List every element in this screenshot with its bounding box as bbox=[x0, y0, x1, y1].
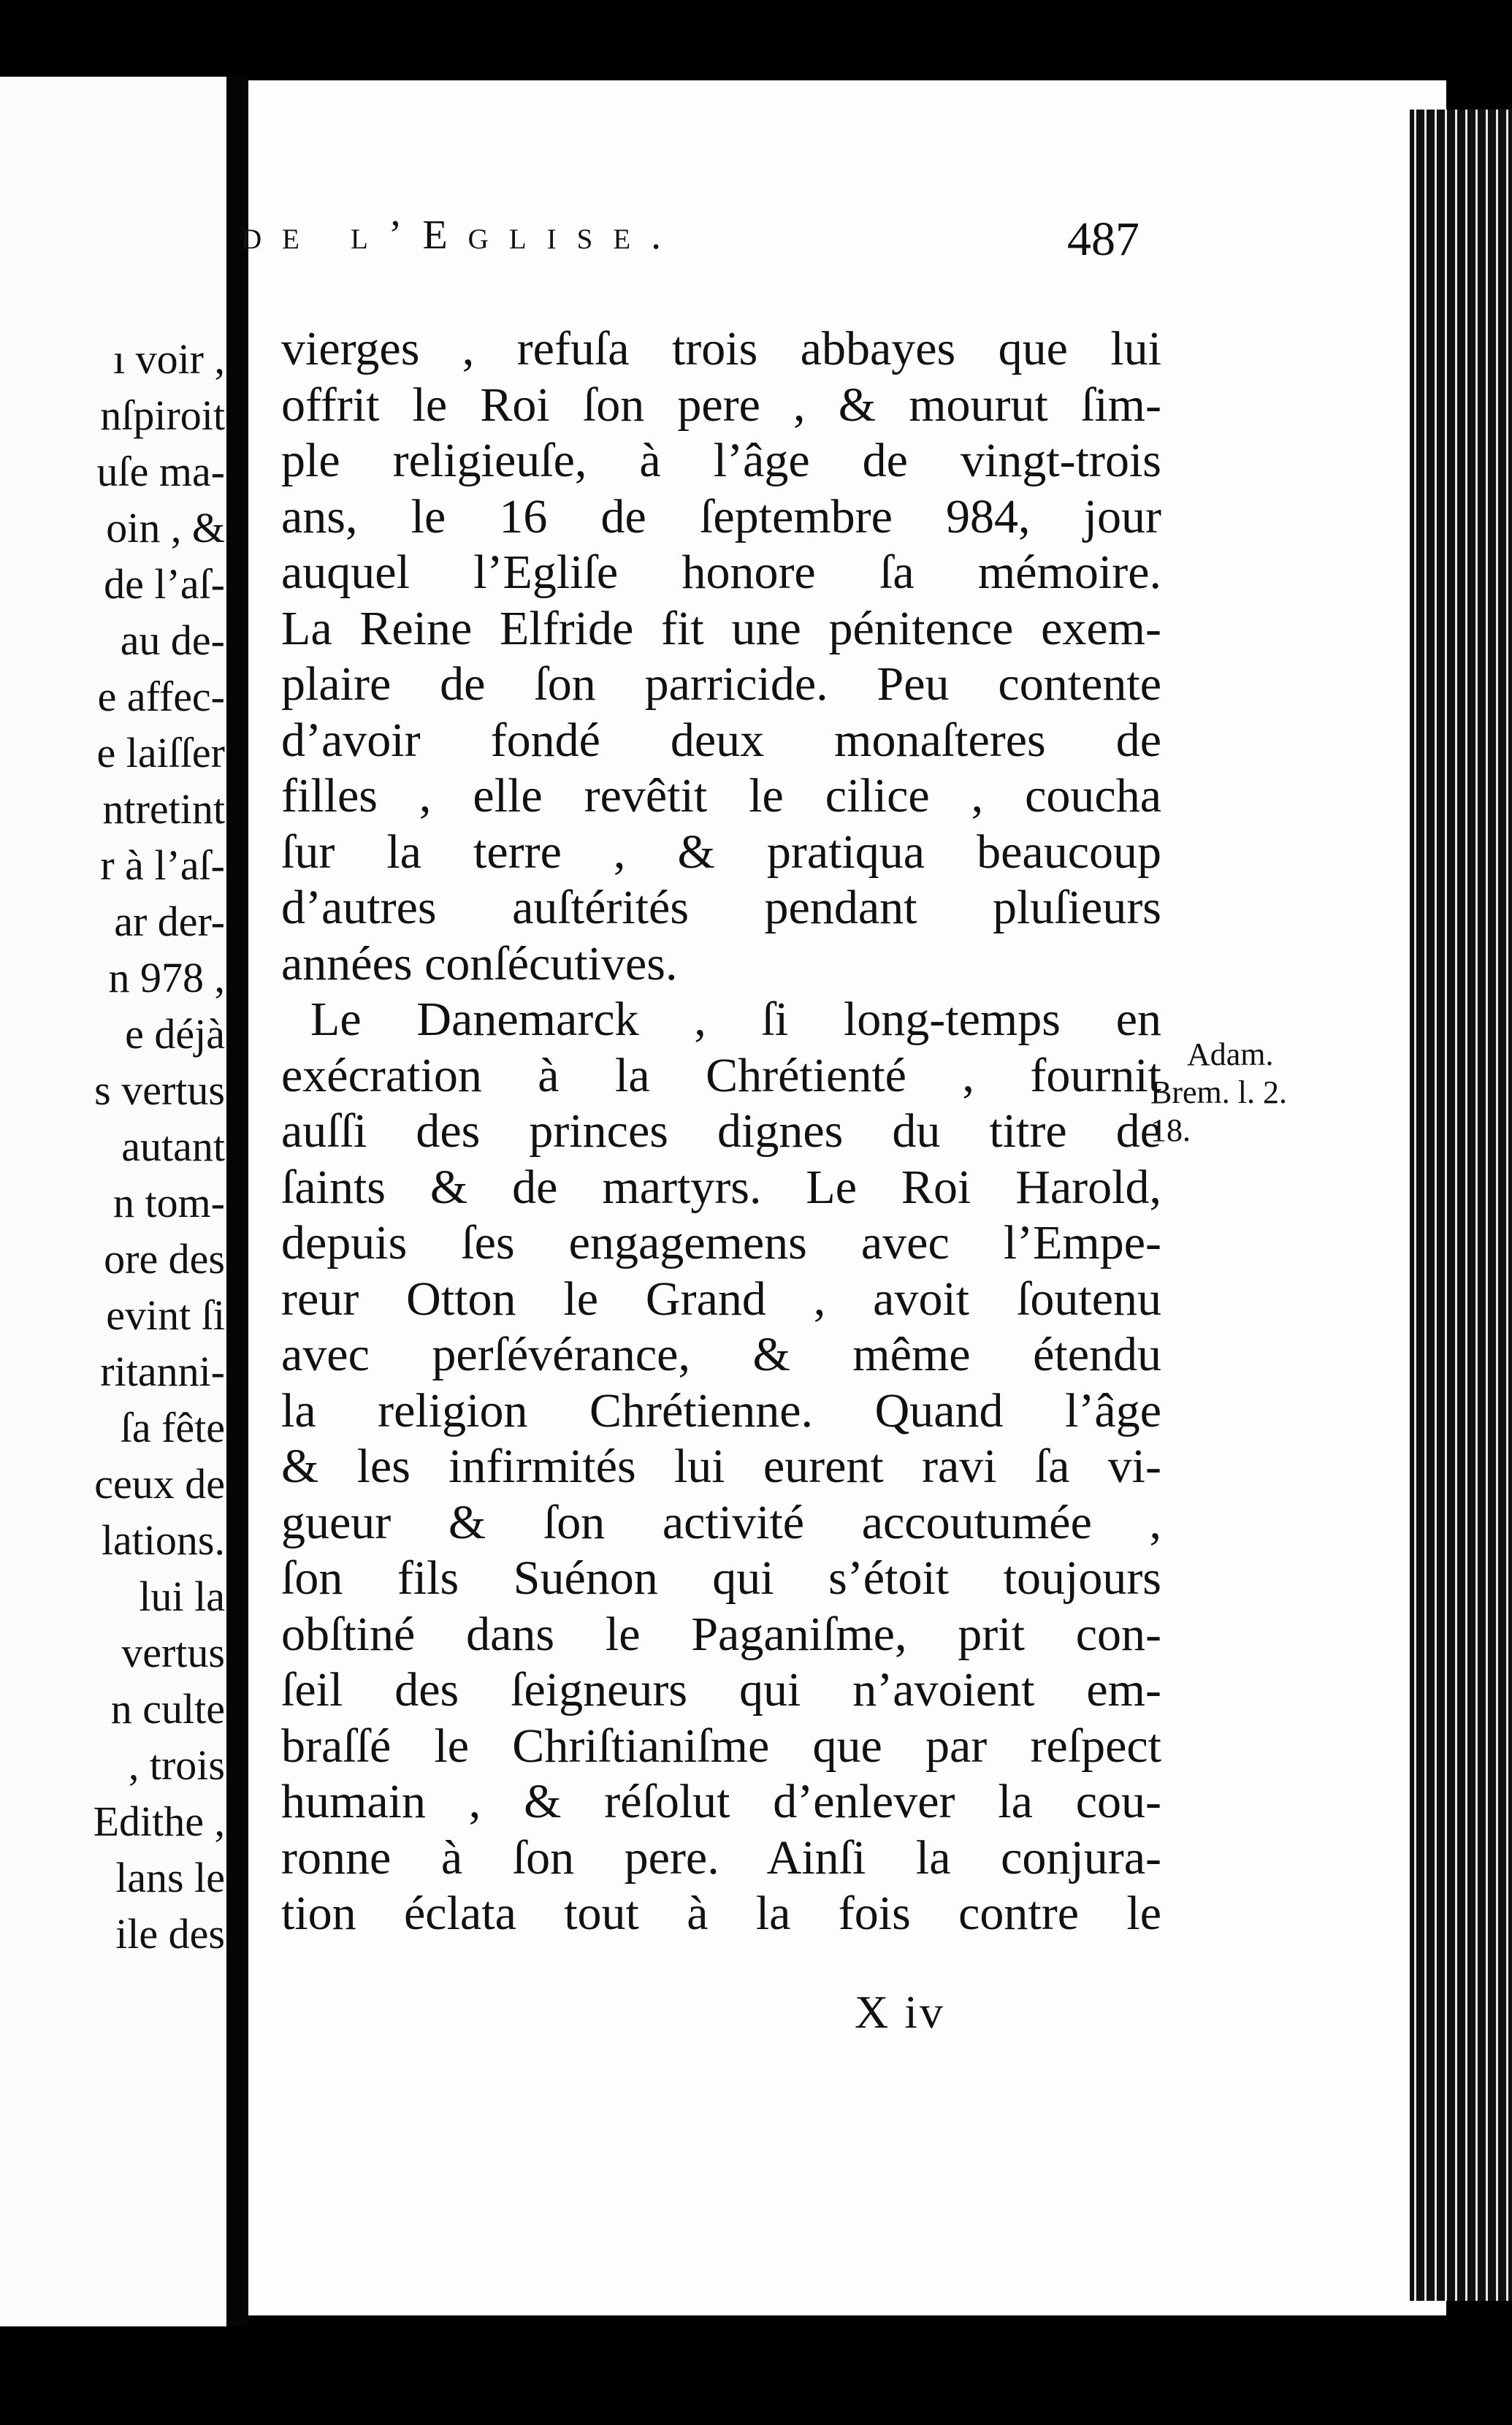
left-line: Edithe , bbox=[93, 1798, 225, 1845]
left-line: de l’aſ- bbox=[104, 560, 225, 608]
left-line: ore des bbox=[104, 1235, 225, 1283]
left-page bbox=[0, 77, 226, 2326]
page-edges bbox=[1410, 110, 1512, 2301]
body-text bbox=[281, 321, 1161, 1942]
left-line: lans le bbox=[115, 1854, 225, 1901]
left-line: ntretint bbox=[102, 785, 225, 833]
left-line: ı voir , bbox=[112, 335, 225, 383]
text-line: la religion Chrétienne. Quand l’âge bbox=[281, 1383, 1161, 1437]
left-line: ar der- bbox=[114, 898, 225, 945]
left-page-text bbox=[93, 331, 225, 1962]
left-line: oin , & bbox=[106, 504, 225, 551]
margin-note-line: Adam. bbox=[1187, 1036, 1274, 1072]
left-line: ſa fête bbox=[120, 1404, 225, 1451]
text-line: tion éclata tout à la fois contre le bbox=[281, 1887, 1161, 1940]
left-line: n culte bbox=[110, 1685, 225, 1733]
left-line: lations. bbox=[101, 1516, 225, 1564]
text-line: La Reine Elfride fit une pénitence exem- bbox=[281, 601, 1161, 655]
running-head bbox=[241, 212, 1139, 278]
left-line: n 978 , bbox=[108, 954, 225, 1001]
running-head-title: de l’Egliſe. bbox=[241, 213, 682, 258]
text-line: vierges , refuſa trois abbayes que lui bbox=[281, 322, 1161, 375]
left-line: uſe ma- bbox=[96, 448, 225, 495]
left-line: autant bbox=[121, 1123, 225, 1170]
text-line: ſeil des ſeigneurs qui n’avoient em- bbox=[281, 1663, 1161, 1716]
text-line: ronne à ſon pere. Ainſi la conjura- bbox=[281, 1830, 1161, 1884]
text-line: depuis ſes engagemens avec l’Empe- bbox=[281, 1216, 1161, 1269]
text-line: d’autres auſtérités pendant pluſieurs bbox=[281, 881, 1161, 934]
text-line: plaire de ſon parricide. Peu contente bbox=[281, 657, 1161, 711]
text-line: ſon fils Suénon qui s’étoit toujours bbox=[281, 1551, 1161, 1605]
left-line: ile des bbox=[115, 1910, 225, 1958]
text-line: & les infirmités lui eurent ravi ſa vi- bbox=[281, 1440, 1161, 1493]
text-line: obſtiné dans le Paganiſme, prit con- bbox=[281, 1607, 1161, 1661]
text-line: filles , elle revêtit le cilice , coucha bbox=[281, 769, 1161, 822]
text-line: reur Otton le Grand , avoit ſoutenu bbox=[281, 1272, 1161, 1326]
margin-note-line: 18. bbox=[1150, 1112, 1191, 1148]
left-line: e affec- bbox=[97, 673, 225, 720]
text-line: ple religieuſe, à l’âge de vingt-trois bbox=[281, 434, 1161, 487]
text-line: ſur la terre , & pratiqua beaucoup bbox=[281, 825, 1161, 879]
left-line: , trois bbox=[128, 1741, 225, 1789]
text-line: Le Danemarck , ſi long-temps en bbox=[310, 993, 1161, 1046]
left-line: s vertus bbox=[94, 1066, 225, 1114]
left-line: n tom- bbox=[112, 1179, 225, 1226]
text-line: ſaints & de martyrs. Le Roi Harold, bbox=[281, 1160, 1161, 1214]
left-line: au de- bbox=[120, 616, 225, 664]
left-line: r à l’aſ- bbox=[100, 841, 225, 889]
left-line: e laiſſer bbox=[96, 729, 225, 776]
text-line: avec perſévérance, & même étendu bbox=[281, 1328, 1161, 1381]
left-line: evint ſi bbox=[106, 1291, 225, 1339]
left-line: vertus bbox=[121, 1629, 225, 1676]
left-line: nſpiroit bbox=[100, 392, 225, 439]
margin-note-line: Brem. l. 2. bbox=[1150, 1074, 1287, 1110]
text-line: humain , & réſolut d’enlever la cou- bbox=[281, 1775, 1161, 1828]
left-line: lui la bbox=[139, 1573, 225, 1620]
text-line: braſſé le Chriſtianiſme que par reſpect bbox=[281, 1719, 1161, 1773]
text-line: exécration à la Chrétienté , fournit bbox=[281, 1048, 1161, 1102]
text-line: offrit le Roi ſon pere , & mourut ſim- bbox=[281, 378, 1161, 432]
gutter-shadow bbox=[226, 77, 248, 2326]
text-line: d’avoir fondé deux monaſteres de bbox=[281, 713, 1161, 767]
page-number: 487 bbox=[1067, 213, 1139, 266]
text-line: auſſi des princes dignes du titre de bbox=[281, 1104, 1161, 1158]
left-line: ritanni- bbox=[100, 1348, 225, 1395]
text-line: gueur & ſon activité accoutumée , bbox=[281, 1495, 1161, 1549]
left-line: ceux de bbox=[94, 1460, 225, 1508]
text-line: ans, le 16 de ſeptembre 984, jour bbox=[281, 489, 1161, 543]
signature-mark: X iv bbox=[855, 1986, 945, 2038]
text-line: années conſécutives. bbox=[281, 936, 678, 990]
text-line: auquel l’Egliſe honore ſa mémoire. bbox=[281, 546, 1161, 599]
left-line: e déjà bbox=[125, 1010, 225, 1058]
margin-note bbox=[1150, 1036, 1287, 1150]
